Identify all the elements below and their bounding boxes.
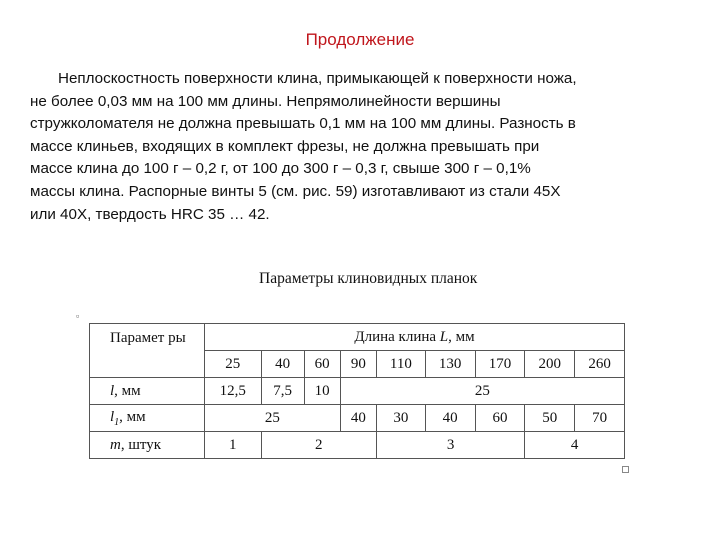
row-label-l: l, мм — [90, 378, 205, 405]
length-cell: 200 — [525, 351, 575, 378]
table-cell: 25 — [340, 378, 624, 405]
table-cell: 12,5 — [205, 378, 262, 405]
table-cell: 30 — [376, 405, 425, 432]
table-cell: 50 — [525, 405, 575, 432]
table-row — [90, 378, 625, 405]
paragraph-line: Неплоскостность поверхности клина, примыкающей к поверхности ножа, — [58, 70, 577, 87]
table-cell: 3 — [376, 432, 524, 459]
table-cell: 10 — [304, 378, 340, 405]
length-cell: 40 — [261, 351, 304, 378]
length-header-text: Длина клина — [354, 328, 440, 345]
length-cell: 170 — [475, 351, 525, 378]
paragraph-line: стружколомателя не должна превышать 0,1 мм на 100 мм длины. Разность в — [30, 115, 576, 133]
param-header-cell: Парамет ры — [90, 324, 205, 378]
row-label-m: m, штук — [90, 432, 205, 459]
length-cell: 260 — [575, 351, 625, 378]
length-cell: 25 — [205, 351, 262, 378]
length-header-unit: , мм — [448, 328, 475, 345]
table-resize-handle[interactable] — [622, 466, 629, 473]
table-cell: 7,5 — [261, 378, 304, 405]
table-cell: 40 — [425, 405, 475, 432]
table-row — [90, 405, 625, 432]
table-anchor-icon: ▫ — [76, 311, 80, 321]
table-caption: Параметры клиновидных планок — [259, 270, 478, 287]
length-cell: 130 — [425, 351, 475, 378]
paragraph-line: не более 0,03 мм на 100 мм длины. Непрямолинейности вершины — [30, 92, 501, 110]
paragraph-line: массе клиньев, входящих в комплект фрезы, не должна превышать при — [30, 137, 540, 155]
length-cell: 60 — [304, 351, 340, 378]
paragraph-line: массы клина. Распорные винты 5 (см. рис. 59) изготавливают из стали 45Х — [30, 182, 561, 200]
table-cell: 60 — [475, 405, 525, 432]
table-row — [90, 324, 625, 351]
table-cell: 1 — [205, 432, 262, 459]
table-cell: 2 — [261, 432, 376, 459]
row-label-l1: $l_1$, мм — [90, 405, 205, 432]
table-row — [90, 432, 625, 459]
paragraph-line: массе клина до 100 г – 0,2 г, от 100 до 300 г – 0,3 г, свыше 300 г – 0,1% — [30, 160, 531, 178]
table-cell: 4 — [525, 432, 625, 459]
length-header-cell — [205, 324, 625, 351]
length-header-symbol: L — [439, 328, 449, 345]
table-cell: 25 — [205, 405, 341, 432]
paragraph-line: или 40Х, твердость HRC 35 … 42. — [30, 205, 270, 223]
slide-title: Продолжение — [305, 30, 415, 49]
body-paragraph — [30, 68, 690, 226]
parameters-table — [89, 323, 625, 459]
table-cell: 70 — [575, 405, 625, 432]
table-cell: 40 — [340, 405, 376, 432]
length-cell: 90 — [340, 351, 376, 378]
length-cell: 110 — [376, 351, 425, 378]
